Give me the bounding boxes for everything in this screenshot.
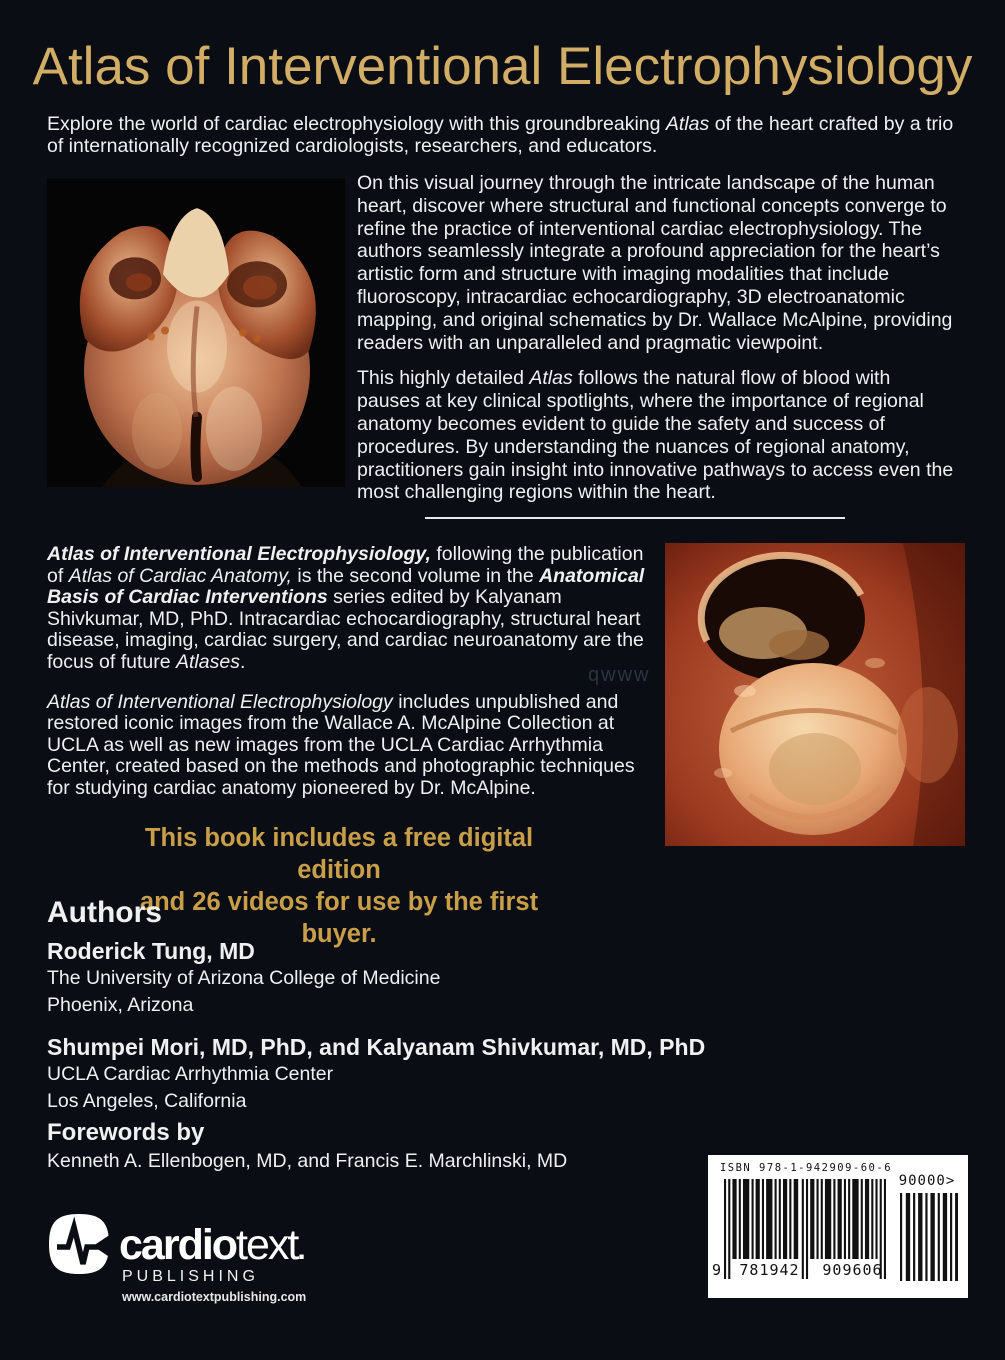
- forewords-heading: Forewords by: [47, 1119, 205, 1146]
- wordmark-dot: .: [297, 1233, 304, 1266]
- valve-closeup-illustration: [665, 543, 965, 846]
- heart-specimen-photo: [47, 178, 345, 487]
- wordmark-text: text: [236, 1221, 298, 1269]
- author-name: Roderick Tung, MD: [47, 938, 255, 964]
- intro-paragraph: Explore the world of cardiac electrophysiology with this groundbreaking Atlas of the heart crafted by a trio of internationally recognized cardiologists, researchers, and educators.: [47, 113, 954, 157]
- about-paragraph-1: On this visual journey through the intricate landscape of the human heart, discover where structural and functional concepts converge to refine the practice of interventional cardiac electrophysiology. The authors seamlessly integrate a profound appreciation for the heart’s artistic form and structure with imaging modalities that include fluoroscopy, intracardiac echocardiography, 3D electroanatomic mapping, and original schematics by Dr. Wallace McAlpine, providing readers with an unparalleled and pragmatic viewpoint.: [357, 172, 953, 354]
- barcode-digit-group-1: 781942: [739, 1261, 800, 1279]
- book-title: Atlas of Interventional Electrophysiology: [32, 37, 973, 96]
- price-code: 90000>: [898, 1173, 956, 1189]
- valve-closeup-photo: [665, 543, 965, 846]
- forewords-names: Kenneth A. Ellenbogen, MD, and Francis E. Marchlinski, MD: [47, 1150, 568, 1172]
- isbn-label: ISBN 978-1-942909-60-6: [719, 1162, 893, 1174]
- author-affiliation: UCLA Cardiac Arrhythmia Center: [47, 1063, 334, 1085]
- author-name: Shumpei Mori, MD, PhD, and Kalyanam Shivkumar, MD, PhD: [47, 1034, 706, 1060]
- authors-heading: Authors: [47, 896, 162, 929]
- free-digital-edition-note: [108, 822, 570, 950]
- promo-line-2: and 26 videos for use by the first buyer.: [139, 888, 539, 948]
- series-column: [47, 544, 649, 800]
- about-paragraph-2: This highly detailed Atlas follows the natural flow of blood with pauses at key clinical spotlights, where the importance of regional anatomy becomes evident to guide the safety and success of procedures. By understanding the nuances of regional anatomy, practitioners gain insight into innovative pathways to access even the most challenging regions within the heart.: [357, 367, 954, 504]
- promo-line-1: This book includes a free digital edition: [144, 824, 534, 884]
- author-entry: [47, 938, 440, 1019]
- author-entry: [47, 1034, 705, 1115]
- series-paragraph-1: Atlas of Interventional Electrophysiology, following the publication of Atlas of Cardiac Anatomy, is the second volume in the Anatomical Basis of Cardiac Interventions series edited by Kalyanam Shivkumar, MD, PhD. Intracardiac echocardiography, structural heart disease, imaging, cardiac surgery, and cardiac neuroanatomy are the focus of future Atlases.: [47, 543, 645, 673]
- author-location: Los Angeles, California: [47, 1090, 247, 1112]
- publisher-wordmark: [119, 1221, 304, 1269]
- wordmark-cardio: cardio: [119, 1221, 237, 1269]
- publisher-tagline: PUBLISHING: [122, 1268, 259, 1285]
- barcode-digits: [712, 1261, 894, 1279]
- author-location: Phoenix, Arizona: [47, 994, 194, 1016]
- publisher-logo: [47, 1208, 447, 1308]
- publisher-website: www.cardiotextpublishing.com: [122, 1290, 307, 1304]
- ekg-heartbeat-icon: [47, 1212, 111, 1276]
- heart-specimen-illustration: [47, 178, 345, 487]
- section-divider: [425, 517, 845, 519]
- faint-watermark: qwww: [588, 664, 651, 686]
- series-paragraph-2: Atlas of Interventional Electrophysiology includes unpublished and restored iconic images from the Wallace A. McAlpine Collection at UCLA as well as new images from the UCLA Cardiac Arrhythmia Center, created based on the methods and photographic techniques for studying cardiac anatomy pioneered by Dr. McAlpine.: [47, 690, 635, 799]
- isbn-barcode: [708, 1155, 968, 1298]
- about-column: [357, 172, 957, 504]
- author-affiliation: The University of Arizona College of Medicine: [47, 967, 441, 989]
- supplement-barcode-bars: [900, 1193, 958, 1281]
- barcode-digit-lead: 9: [712, 1261, 723, 1279]
- barcode-digit-group-2: 909606: [822, 1261, 883, 1279]
- forewords-block: [47, 1118, 567, 1176]
